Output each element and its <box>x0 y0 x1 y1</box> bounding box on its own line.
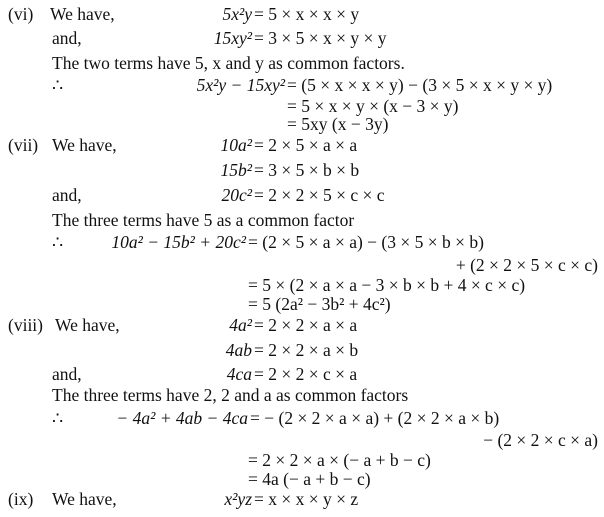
step-2: = 5 × (2 × a × a − 3 × b × b + 4 × c × c) <box>248 275 526 295</box>
and-label: and, <box>52 364 82 384</box>
we-have: We have, <box>50 4 115 24</box>
viii-step-3 <box>0 468 604 490</box>
vii-line-2 <box>0 159 604 181</box>
step-3: = 5 (2a² − 3b² + 4c²) <box>248 294 391 314</box>
equation-lhs: 4ca <box>226 364 252 384</box>
viii-statement <box>0 384 604 406</box>
viii-step-1-cont <box>0 429 604 451</box>
vii-expression <box>0 231 604 253</box>
equation-lhs: 10a² <box>220 135 252 155</box>
equation-rhs: = 2 × 2 × a × a <box>254 315 358 335</box>
step-1: = (5 × x × x × y) − (3 × 5 × x × y × y) <box>287 75 553 95</box>
equation-lhs: 4a² <box>229 315 252 335</box>
viii-line-3 <box>0 363 604 385</box>
equation-rhs: = 3 × 5 × b × b <box>254 160 360 180</box>
therefore-symbol: ∴ <box>52 408 64 428</box>
and-label: and, <box>52 185 82 205</box>
viii-line-2 <box>0 339 604 361</box>
vi-step-3 <box>0 113 604 135</box>
vi-statement <box>0 52 604 74</box>
equation-rhs: = 2 × 2 × 5 × c × c <box>254 185 385 205</box>
expression-lhs: 5x²y − 15xy² <box>196 75 285 95</box>
vi-line-2 <box>0 27 604 49</box>
equation-rhs: = x × x × y × z <box>254 489 359 509</box>
vii-line-3 <box>0 184 604 206</box>
equation-rhs: = 2 × 2 × c × a <box>254 364 358 384</box>
vii-line-1 <box>0 134 604 156</box>
equation-lhs: x²yz <box>224 489 252 509</box>
we-have: We have, <box>52 489 117 509</box>
vii-step-1-cont <box>0 254 604 276</box>
part-label: (vii) <box>8 135 39 155</box>
step-3: = 4a (− a + b − c) <box>248 469 371 489</box>
vii-statement <box>0 209 604 231</box>
viii-expression <box>0 407 604 429</box>
step-1-continued: + (2 × 2 × 5 × c × c) <box>455 255 598 275</box>
step-2: = 5 × x × y × (x − 3 × y) <box>287 96 459 116</box>
we-have: We have, <box>52 135 117 155</box>
ix-line-1 <box>0 488 604 510</box>
expression-lhs: 10a² − 15b² + 20c² <box>111 232 246 252</box>
expression-lhs: − 4a² + 4ab − 4ca <box>116 408 248 428</box>
step-1: = − (2 × 2 × a × a) + (2 × 2 × a × b) <box>250 408 500 428</box>
step-1-continued: − (2 × 2 × c × a) <box>483 430 598 450</box>
equation-lhs: 20c² <box>221 185 252 205</box>
equation-rhs: = 2 × 2 × a × b <box>254 340 359 360</box>
equation-lhs: 5x²y <box>222 4 252 24</box>
step-2: = 2 × 2 × a × (− a + b − c) <box>248 450 431 470</box>
therefore-symbol: ∴ <box>52 232 64 252</box>
statement-text: The three terms have 5 as a common factor <box>52 210 355 230</box>
vi-line-1 <box>0 3 604 25</box>
equation-rhs: = 5 × x × x × y <box>254 4 360 24</box>
part-label: (ix) <box>8 489 34 509</box>
equation-lhs: 4ab <box>225 340 252 360</box>
we-have: We have, <box>55 315 120 335</box>
vii-step-3 <box>0 293 604 315</box>
part-label: (viii) <box>8 315 43 335</box>
equation-lhs: 15xy² <box>213 28 252 48</box>
step-3: = 5xy (x − 3y) <box>287 114 389 134</box>
statement-text: The three terms have 2, 2 and a as common factors <box>52 385 409 405</box>
step-1: = (2 × 5 × a × a) − (3 × 5 × b × b) <box>248 232 484 252</box>
equation-rhs: = 2 × 5 × a × a <box>254 135 358 155</box>
therefore-symbol: ∴ <box>52 75 64 95</box>
equation-lhs: 15b² <box>220 160 252 180</box>
vi-expression <box>0 74 604 96</box>
viii-line-1 <box>0 314 604 336</box>
statement-text: The two terms have 5, x and y as common factors. <box>52 53 405 73</box>
and-label: and, <box>52 28 82 48</box>
part-label: (vi) <box>8 4 34 24</box>
equation-rhs: = 3 × 5 × x × y × y <box>254 28 387 48</box>
